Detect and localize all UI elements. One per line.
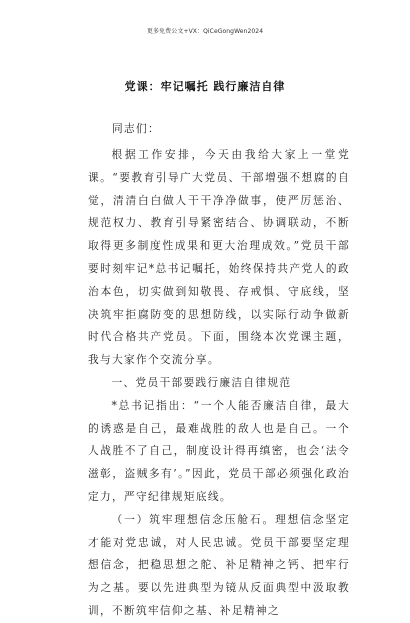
document-title: 党课：牢记嘱托 践行廉洁自律 <box>124 80 286 93</box>
quote-paragraph: *总书记指出：“一个人能否廉洁自律，最大的诱惑是自己，最难战胜的敌人也是自己。一个人战胜不了自己，制度设计得再缜密，也会‘法令滋彰，盗贼多有’。”因此，党员干部必须强化政治定力，严守纪律规矩底线。 <box>88 398 350 503</box>
subsection-paragraph-1: （一）筑牢理想信念压舱石。理想信念坚定才能对党忠诚，对人民忠诚。党员干部要坚定理想信念，把稳思想之舵、补足精神之钙、把牢行为之基。要以先进典型为镜从反面典型中汲取教训，不断筑牢信仰之基、补足精神之 <box>88 512 350 617</box>
section-heading-1: 一、党员干部要践行廉洁自律规范 <box>111 375 292 389</box>
salutation: 同志们： <box>112 122 160 135</box>
header-note: 更多免费公文+VX：QiCeGongWen2024 <box>146 28 264 35</box>
body-text <box>88 144 350 623</box>
intro-paragraph: 根据工作安排，今天由我给大家上一堂党课。“要教育引导广大党员、干部增强不想腐的自觉，清清白白做人干干净净做事，使严厉惩治、规范权力、教育引导紧密结合、协调联动，不断取得更多制度性成果和更大治理成效。”党员干部要时刻牢记*总书记嘱托，始终保持共产党人的政治本色，切实做到知敬畏、存戒惧、守底线，坚决筑牢拒腐防变的思想防线，以实际行动争做新时代合格共产党员。下面，围绕本次党课主题，我与大家作个交流分享。 <box>88 148 350 367</box>
